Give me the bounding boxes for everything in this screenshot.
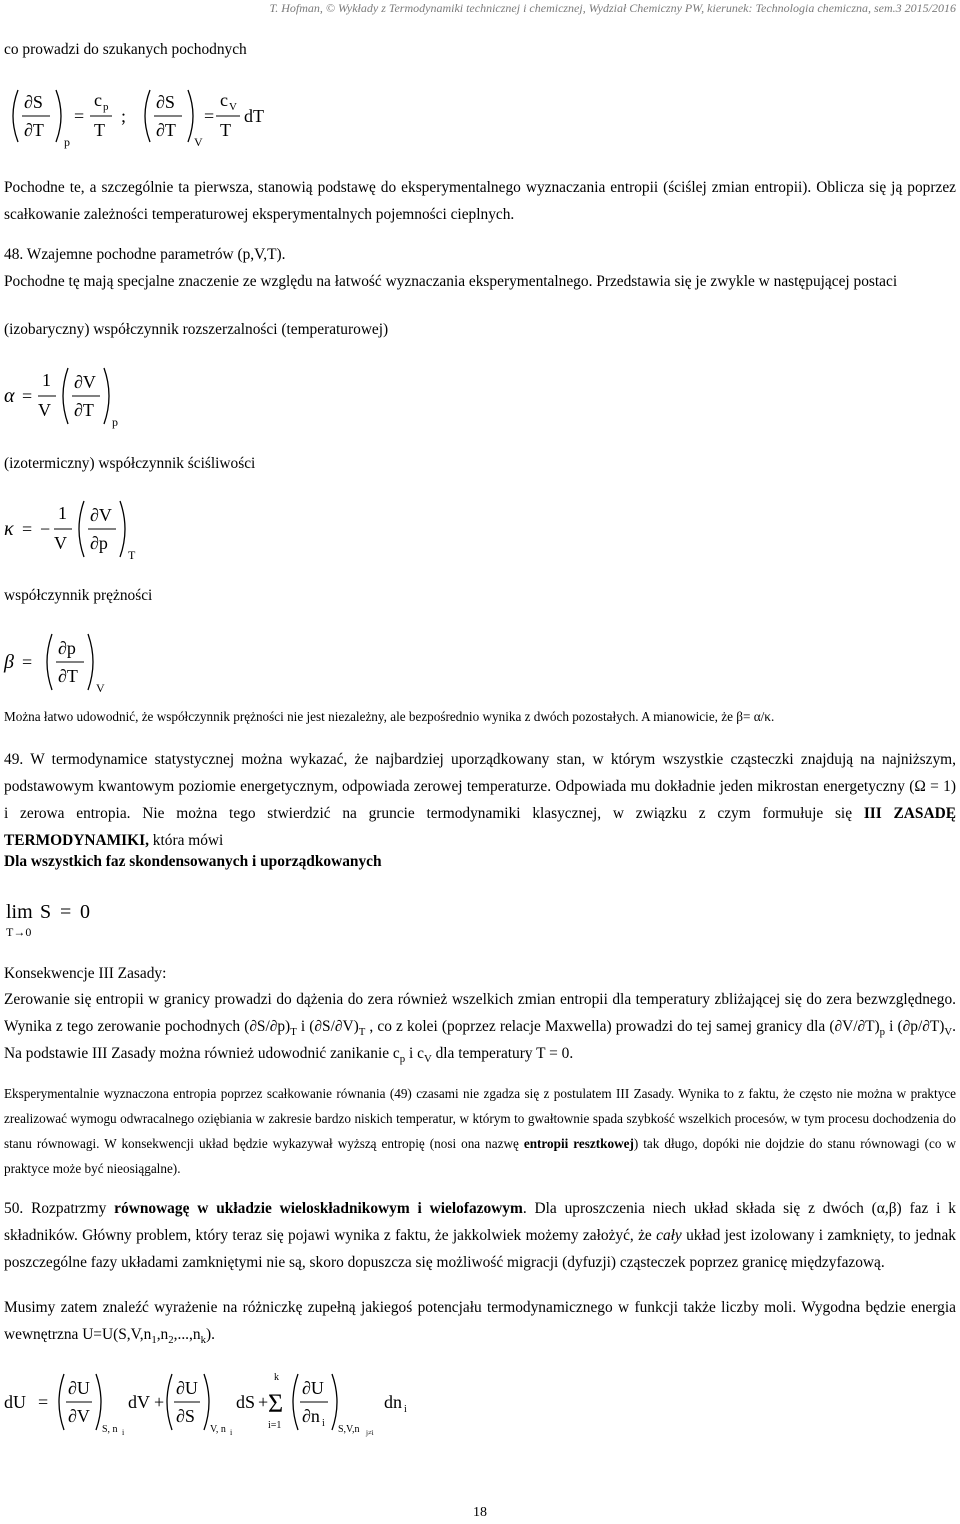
label-alpha: (izobaryczny) współczynnik rozszerzalności (temperaturowej): [4, 321, 389, 338]
dU-s1i: i: [122, 1428, 125, 1437]
dU-t3i: i: [404, 1404, 407, 1415]
dU-s2i: i: [230, 1428, 233, 1437]
paragraph-49: 49. W termodynamice statystycznej można wykazać, że najbardziej uporządkowany stan, w którym wszystkie cząsteczki znajdują na najniższym, podstawowym kwantowym poziomie energetycznym, odpowiada zerowej temperaturze. Odpowiada mu dokładnie jeden mikrostan energetyczny (Ω = 1) i zerowa entropia. Nie można tego stwierdzić na gruncie termodynamiki klasycznej, w związku z czym formułuje się III ZASADĘ TERMODYNAMIKI, która mówi: [4, 751, 956, 849]
paragraph-48-title: 48. Wzajemne pochodne parametrów (p,V,T).: [4, 246, 286, 263]
dU-d3i: i: [322, 1418, 325, 1429]
kappa-one: 1: [58, 503, 67, 523]
eq1-eq-2: =: [204, 106, 215, 126]
paragraph-48-text: Pochodne tę mają specjalne znaczenie ze względu na łatwość wyznaczania eksperymentalnego. Przedstawia się je zwykle w następującej postaci: [4, 273, 898, 290]
paragraph-internal-energy: Musimy zatem znaleźć wyrażenie na różniczkę zupełną jakiegoś potencjału termodynamicznego w funkcji także liczby moli. Wygodna będzie energia wewnętrzna $U=U(S,V,n_1,n_2,...,n_k)$.: [4, 1299, 956, 1347]
paragraph-derivatives: Pochodne te, a szczególnie ta pierwsza, stanowią podstawę do eksperymentalnego wyznaczania entropii (ściślej zmian entropii). Oblicza się ją poprzez scałkowanie zależności temperaturowej eksperymentalnych pojemności cieplnych.: [4, 179, 956, 223]
dU-n3: ∂U: [302, 1378, 324, 1398]
paragraph-consequences: Zerowanie się entropii w granicy prowadzi do dążenia do zera również wszelkich zmian entropii dla temperatury zbliżającej się do zera bezwzględnego. Wynika z tego zerowanie pochodnych $(\partial S/\partial p)_T$ i $(\partial S/\partial V)_T$ , co z kolei (poprzez relacje Maxwella) prowadzi do tej samej granicy dla $(\partial V/\partial T)_p$ i $(\partial p/\partial T)_V$. Na podstawie III Zasady można również udowodnić zanikanie $c_p$ i $c_V$ dla temperatury T = 0.: [4, 991, 956, 1066]
eq1-eq-1: =: [74, 106, 85, 126]
kappa-num: ∂V: [90, 505, 112, 525]
kappa-V: V: [54, 533, 67, 553]
equation-alpha: [4, 362, 164, 432]
dU-s1: S, n: [102, 1424, 118, 1435]
equation-dU: [4, 1366, 464, 1442]
dU-n2: ∂U: [176, 1378, 198, 1398]
alpha-V: V: [38, 400, 51, 420]
alpha-num: ∂V: [74, 372, 96, 392]
page-header: T. Hofman, © Wykłady z Termodynamiki technicznej i chemicznej, Wydział Chemiczny PW, kierunek: Technologia chemiczna, sem.3 2015/2016: [269, 1, 956, 15]
dU-plus2: +: [258, 1392, 269, 1412]
page-number: 18: [473, 1505, 487, 1520]
dU-d3: ∂n: [302, 1406, 320, 1426]
eq1-num-f-sub: V: [229, 101, 237, 113]
eq1-num-f: c: [220, 90, 228, 110]
dU-d2: ∂S: [176, 1406, 195, 1426]
paragraph-consequences-title: Konsekwencje III Zasady:: [4, 965, 167, 982]
kappa-symbol: κ: [4, 518, 14, 540]
paragraph-50: 50. Rozpatrzmy równowagę w układzie wieloskładnikowym i wielofazowym. Dla uproszczenia niech układ składa się z dwóch (α,β) faz i k składników. Główny problem, który teraz się pojawi wynika z faktu, że jakkolwiek możemy założyć, że cały układ jest izolowany i zamknięty, to jednak poszczególne fazy układami zamkniętymi nie są, skoro dopuszcza się możliwość migracji (dyfuzji) cząsteczek poprzez granicę międzyfazową.: [4, 1200, 956, 1271]
kappa-den: ∂p: [90, 533, 108, 553]
eq1-sub-r: V: [194, 135, 203, 149]
dU-s3i: j≠i: [366, 1429, 374, 1437]
paragraph-condensed: Dla wszystkich faz skondensowanych i uporządkowanych: [4, 853, 382, 870]
dU-plus1: +: [154, 1392, 165, 1412]
label-kappa: (izotermiczny) współczynnik ściśliwości: [4, 455, 256, 472]
alpha-symbol: α: [4, 385, 15, 407]
equation-lim: [4, 896, 134, 946]
alpha-den: ∂T: [74, 400, 94, 420]
beta-den: ∂T: [58, 666, 78, 686]
equation-beta: [4, 628, 134, 698]
eq1-num-m: c: [94, 90, 102, 110]
beta-eq: =: [22, 652, 33, 672]
dU-sum-top: k: [274, 1372, 279, 1383]
beta-sub: V: [96, 681, 105, 695]
eq1-den-m: T: [94, 120, 105, 140]
eq1-tail: dT: [244, 106, 264, 126]
label-beta: współczynnik prężności: [4, 587, 153, 604]
lim-under: T→0: [6, 925, 32, 939]
paragraph-residual-entropy: Eksperymentalnie wyznaczona entropia poprzez scałkowanie równania (49) czasami nie zgadza się z postulatem III Zasady. Wynika to z faktu, że często nie można w praktyce zrealizować wymogu odwracalnego oziębiania w zakresie bardzo niskich temperatur, w którym to gwałtownie spada szybkość wszelkich procesów, w tym procesu dochodzenia do stanu równowagi. W konsekwencji układ będzie wykazywał wyższą entropię (nosi ona nazwę entropii resztkowej) tak długo, dopóki nie dojdzie do stanu równowagi (co w praktyce może być nieosiągalne).: [4, 1086, 956, 1176]
lim-eq: =: [60, 901, 72, 923]
dU-s2: V, n: [210, 1424, 226, 1435]
eq1-num-r: ∂S: [156, 92, 175, 112]
dU-lhs: dU: [4, 1392, 26, 1412]
dU-t3: dn: [384, 1392, 402, 1412]
dU-sum-bot: i=1: [268, 1420, 282, 1431]
eq1-den-r: ∂T: [156, 120, 176, 140]
dU-sum: Σ: [268, 1389, 284, 1418]
eq1-num-m-sub: p: [103, 101, 109, 113]
beta-num: ∂p: [58, 638, 76, 658]
eq1-semicolon: ;: [121, 106, 127, 126]
paragraph-beta-relation: Można łatwo udowodnić, że współczynnik prężności nie jest niezależny, ale bezpośrednio wynika z dwóch pozostałych. A mianowicie, że β= α/κ.: [4, 709, 775, 724]
eq1-den-l: ∂T: [24, 120, 44, 140]
dU-s3: S,V,n: [338, 1424, 360, 1435]
equation-entropy-derivatives: [4, 84, 304, 154]
dU-n1: ∂U: [68, 1378, 90, 1398]
intro-text: co prowadzi do szukanych pochodnych: [4, 41, 247, 58]
dU-t2: dS: [236, 1392, 256, 1412]
dU-t1: dV: [128, 1392, 150, 1412]
eq1-den-f: T: [220, 120, 231, 140]
lim-text: lim: [6, 901, 33, 923]
lim-S: S: [40, 901, 52, 923]
dU-d1: ∂V: [68, 1406, 90, 1426]
alpha-one: 1: [42, 370, 51, 390]
beta-symbol: β: [4, 651, 14, 673]
dU-eq: =: [38, 1392, 49, 1412]
alpha-sub: p: [112, 415, 118, 429]
kappa-eq: =: [22, 519, 33, 539]
kappa-minus: −: [40, 519, 51, 539]
eq1-sub-l: p: [64, 135, 70, 149]
eq1-num-l: ∂S: [24, 92, 43, 112]
equation-kappa: [4, 495, 174, 565]
lim-zero: 0: [80, 901, 90, 923]
alpha-eq: =: [22, 386, 33, 406]
kappa-sub: T: [128, 548, 136, 562]
